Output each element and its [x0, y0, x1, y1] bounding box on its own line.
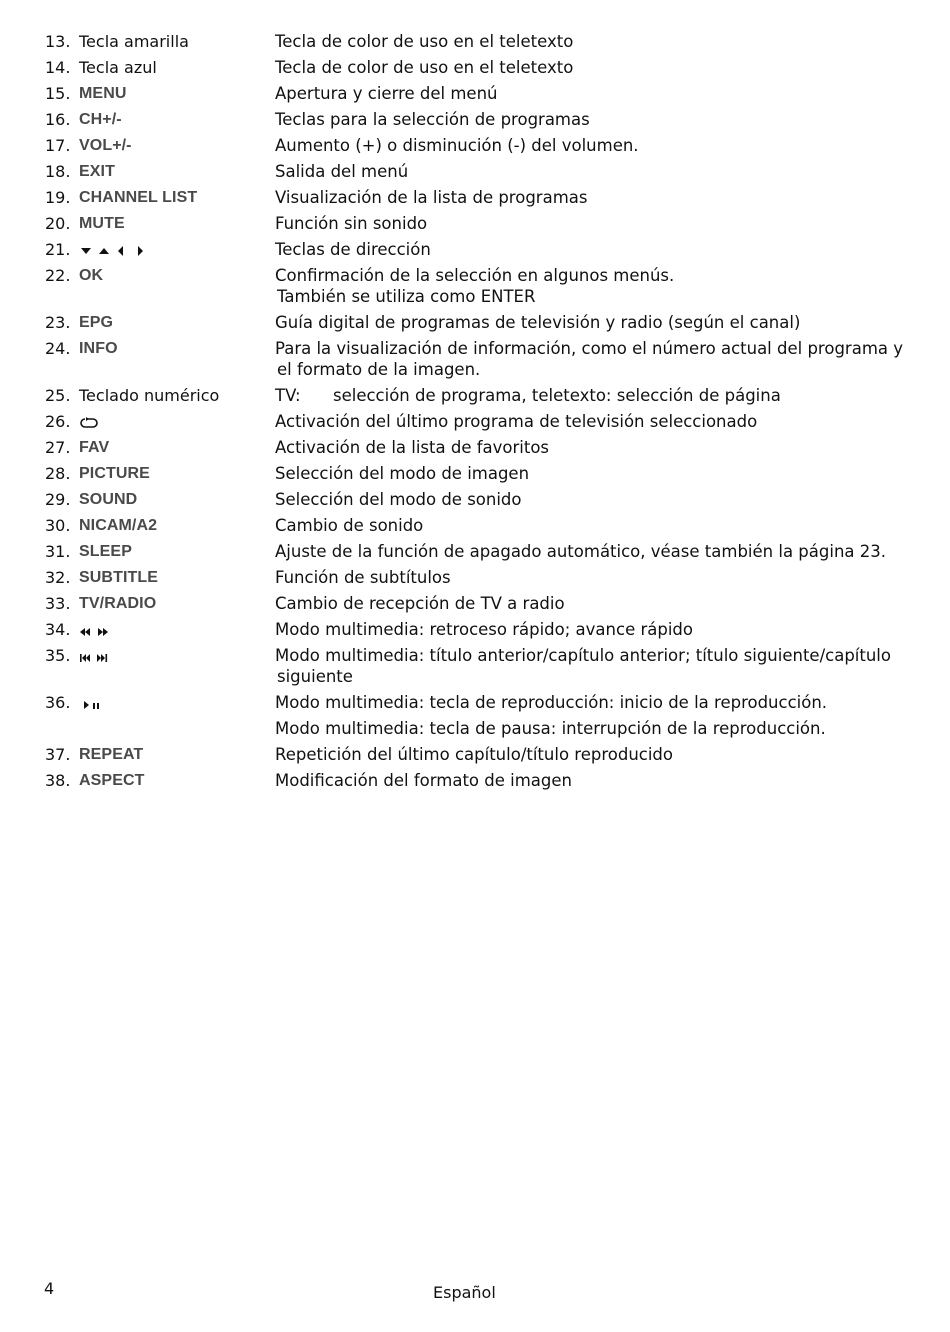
key-row	[45, 489, 905, 515]
item-number: 16.	[45, 110, 71, 129]
item-number: 23.	[45, 313, 71, 332]
key-description	[275, 463, 905, 484]
key-row	[45, 385, 905, 411]
description-line: Selección del modo de sonido	[275, 490, 522, 509]
key-row	[45, 541, 905, 567]
description-line: Función sin sonido	[275, 214, 428, 233]
description-line: Confirmación de la selección en algunos menús.	[275, 266, 675, 285]
description-prefix: TV:	[275, 386, 301, 405]
description-line: Modificación del formato de imagen	[275, 771, 572, 790]
description-line: Cambio de sonido	[275, 516, 424, 535]
key-name: Tecla azul	[79, 58, 157, 77]
item-number: 20.	[45, 214, 71, 233]
key-name: FAV	[79, 439, 110, 456]
key-row	[45, 265, 905, 312]
description-line: Teclas de dirección	[275, 240, 431, 259]
item-number: 35.	[45, 646, 71, 665]
key-description	[275, 770, 905, 791]
key-description	[275, 541, 905, 562]
key-description	[275, 619, 905, 640]
item-number: 26.	[45, 412, 71, 431]
description-line: Selección del modo de imagen	[275, 464, 530, 483]
key-row	[45, 463, 905, 489]
item-number: 37.	[45, 745, 71, 764]
rewind-fast-forward-icon	[79, 619, 275, 641]
item-number: 15.	[45, 84, 71, 103]
key-row	[45, 645, 905, 692]
item-number: 17.	[45, 136, 71, 155]
key-name: SLEEP	[79, 543, 132, 560]
key-row	[45, 83, 905, 109]
key-row	[45, 239, 905, 265]
play-pause-icon	[79, 692, 275, 714]
key-row	[45, 109, 905, 135]
key-row	[45, 593, 905, 619]
key-name: Teclado numérico	[79, 386, 220, 405]
item-number: 14.	[45, 58, 71, 77]
key-name: TV/RADIO	[79, 595, 157, 612]
key-row	[45, 619, 905, 645]
description-line: Apertura y cierre del menú	[275, 84, 498, 103]
description-line: Modo multimedia: retroceso rápido; avance rápido	[275, 620, 693, 639]
description-line: Repetición del último capítulo/título reproducido	[275, 745, 673, 764]
key-name: EXIT	[79, 163, 115, 180]
return-loop-icon	[79, 411, 275, 433]
key-row	[45, 57, 905, 83]
key-name: SUBTITLE	[79, 569, 159, 586]
footer-language: Español	[433, 1283, 496, 1302]
key-description	[275, 411, 905, 432]
key-name: SOUND	[79, 491, 138, 508]
key-description	[275, 239, 905, 260]
key-row	[45, 718, 905, 744]
key-row	[45, 213, 905, 239]
key-description	[275, 515, 905, 536]
description-line: Guía digital de programas de televisión y radio (según el canal)	[275, 313, 801, 332]
key-row	[45, 31, 905, 57]
description-line: el formato de la imagen.	[277, 360, 481, 379]
description-line: Tecla de color de uso en el teletexto	[275, 58, 574, 77]
key-row	[45, 692, 905, 718]
key-name: ASPECT	[79, 772, 145, 789]
remote-keys-table	[45, 31, 905, 796]
item-number: 28.	[45, 464, 71, 483]
key-name: REPEAT	[79, 746, 144, 763]
key-name: CHANNEL LIST	[79, 189, 198, 206]
key-description	[275, 161, 905, 182]
item-number: 32.	[45, 568, 71, 587]
description-line: Activación de la lista de favoritos	[275, 438, 550, 457]
description-line: Salida del menú	[275, 162, 409, 181]
key-description	[275, 744, 905, 765]
key-name: EPG	[79, 314, 114, 331]
item-number: 33.	[45, 594, 71, 613]
key-name: MUTE	[79, 215, 125, 232]
item-number: 38.	[45, 771, 71, 790]
key-description	[275, 692, 905, 713]
key-description	[275, 31, 905, 52]
item-number: 27.	[45, 438, 71, 457]
key-name: PICTURE	[79, 465, 150, 482]
key-name: INFO	[79, 340, 118, 357]
key-description	[275, 265, 905, 307]
description-line: Activación del último programa de televisión seleccionado	[275, 412, 758, 431]
key-row	[45, 744, 905, 770]
key-row	[45, 411, 905, 437]
key-description	[275, 489, 905, 510]
key-description	[275, 213, 905, 234]
key-row	[45, 161, 905, 187]
description-line: Modo multimedia: tecla de pausa: interrupción de la reproducción.	[275, 719, 826, 738]
item-number: 24.	[45, 339, 71, 358]
key-row	[45, 187, 905, 213]
key-row	[45, 770, 905, 796]
item-number: 25.	[45, 386, 71, 405]
item-number: 30.	[45, 516, 71, 535]
description-line: Cambio de recepción de TV a radio	[275, 594, 565, 613]
key-row	[45, 338, 905, 385]
direction-arrows-icon	[79, 239, 275, 261]
item-number: 13.	[45, 32, 71, 51]
description-line	[275, 385, 905, 406]
key-description	[275, 312, 905, 333]
description-line: Función de subtítulos	[275, 568, 451, 587]
item-number: 21.	[45, 240, 71, 259]
key-description	[275, 567, 905, 588]
key-row	[45, 567, 905, 593]
key-row	[45, 312, 905, 338]
description-line: Aumento (+) o disminución (-) del volumen.	[275, 136, 639, 155]
key-row	[45, 135, 905, 161]
key-description	[275, 593, 905, 614]
key-description	[275, 135, 905, 156]
key-name: OK	[79, 267, 104, 284]
item-number: 36.	[45, 693, 71, 712]
description-line: Modo multimedia: tecla de reproducción: inicio de la reproducción.	[275, 693, 828, 712]
item-number: 31.	[45, 542, 71, 561]
key-description	[275, 187, 905, 208]
key-name: NICAM/A2	[79, 517, 158, 534]
key-row	[45, 437, 905, 463]
item-number: 19.	[45, 188, 71, 207]
key-name: Tecla amarilla	[79, 32, 189, 51]
description-line: También se utiliza como ENTER	[277, 287, 536, 306]
page-number: 4	[44, 1279, 55, 1298]
skip-previous-next-icon	[79, 645, 275, 667]
description-line: Tecla de color de uso en el teletexto	[275, 32, 574, 51]
key-description	[275, 83, 905, 104]
description-line: Ajuste de la función de apagado automático, véase también la página 23.	[275, 542, 886, 561]
item-number: 29.	[45, 490, 71, 509]
key-description	[275, 338, 905, 380]
key-description	[275, 109, 905, 130]
key-description	[275, 57, 905, 78]
key-name: VOL+/-	[79, 137, 132, 154]
item-number: 18.	[45, 162, 71, 181]
key-description	[275, 718, 905, 739]
item-number: 22.	[45, 266, 71, 285]
key-row	[45, 515, 905, 541]
description-line: Para la visualización de información, como el número actual del programa y	[275, 339, 904, 358]
description-line: siguiente	[277, 667, 353, 686]
description-line: Visualización de la lista de programas	[275, 188, 588, 207]
key-name: MENU	[79, 85, 127, 102]
item-number: 34.	[45, 620, 71, 639]
description-text: selección de programa, teletexto: selección de página	[333, 386, 781, 405]
description-line: Teclas para la selección de programas	[275, 110, 590, 129]
key-description	[275, 645, 905, 687]
key-description	[275, 437, 905, 458]
key-description	[275, 385, 905, 406]
description-line: Modo multimedia: título anterior/capítulo anterior; título siguiente/capítulo	[275, 646, 891, 665]
key-name: CH+/-	[79, 111, 122, 128]
